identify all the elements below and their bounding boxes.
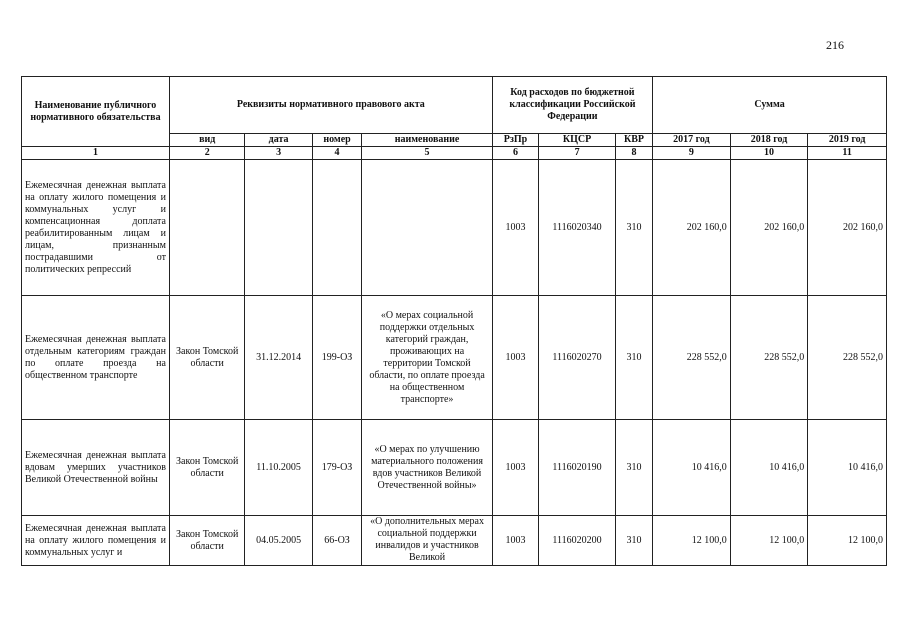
sum-2019: 10 416,0 [808,420,887,516]
column-number: 5 [362,147,492,160]
sum-2019: 12 100,0 [808,516,887,566]
subheader-kvr: КВР [615,134,652,147]
act-date: 04.05.2005 [245,516,312,566]
column-number: 10 [730,147,808,160]
header-act: Реквизиты нормативного правового акта [169,77,492,134]
obligation-name: Ежемесячная денежная выплата отдельным категориям граждан по оплате проезда на общественном транспорте [22,296,170,420]
sum-2019: 228 552,0 [808,296,887,420]
table-row [22,160,887,296]
column-number: 9 [653,147,731,160]
column-number: 6 [492,147,539,160]
column-number: 11 [808,147,887,160]
sum-2017: 12 100,0 [653,516,731,566]
kvr-code: 310 [615,160,652,296]
column-number: 7 [539,147,616,160]
act-type: Закон Томской области [169,516,245,566]
subheader-rzpr: РзПр [492,134,539,147]
sum-2017: 228 552,0 [653,296,731,420]
page-number: 216 [826,38,844,52]
subheader-2018: 2018 год [730,134,808,147]
table-row [22,420,887,516]
kcsr-code: 1116020340 [539,160,616,296]
table-row [22,296,887,420]
subheader-title: наименование [362,134,492,147]
act-date: 31.12.2014 [245,296,312,420]
act-date: 11.10.2005 [245,420,312,516]
obligation-name: Ежемесячная денежная выплата на оплату жилого помещения и коммунальных услуг и [22,516,170,566]
header-sum: Сумма [653,77,887,134]
sum-2018: 202 160,0 [730,160,808,296]
act-title: «О мерах по улучшению материального положения вдов участников Великой Отечественной войны» [362,420,492,516]
act-type: Закон Томской области [169,420,245,516]
column-number: 1 [22,147,170,160]
subheader-type: вид [169,134,245,147]
column-number: 8 [615,147,652,160]
act-number: 199-ОЗ [312,296,362,420]
rzpr-code: 1003 [492,420,539,516]
kcsr-code: 1116020200 [539,516,616,566]
obligation-name: Ежемесячная денежная выплата вдовам умерших участников Великой Отечественной войны [22,420,170,516]
table-row [22,516,887,566]
sum-2018: 10 416,0 [730,420,808,516]
column-number-row [22,147,887,160]
act-title [362,160,492,296]
rzpr-code: 1003 [492,160,539,296]
act-date [245,160,312,296]
rzpr-code: 1003 [492,296,539,420]
act-number: 66-ОЗ [312,516,362,566]
act-title: «О мерах социальной поддержки отдельных категорий граждан, проживающих на территории Томской области, по оплате проезда на общественном транспорте» [362,296,492,420]
column-number: 4 [312,147,362,160]
act-number [312,160,362,296]
sum-2018: 12 100,0 [730,516,808,566]
kcsr-code: 1116020270 [539,296,616,420]
sum-2017: 202 160,0 [653,160,731,296]
subheader-date: дата [245,134,312,147]
kcsr-code: 1116020190 [539,420,616,516]
kvr-code: 310 [615,296,652,420]
rzpr-code: 1003 [492,516,539,566]
act-type: Закон Томской области [169,296,245,420]
act-number: 179-ОЗ [312,420,362,516]
budget-table [21,76,887,566]
subheader-2019: 2019 год [808,134,887,147]
header-obligation: Наименование публичного нормативного обязательства [22,77,170,147]
column-number: 3 [245,147,312,160]
sum-2017: 10 416,0 [653,420,731,516]
column-number: 2 [169,147,245,160]
sum-2019: 202 160,0 [808,160,887,296]
act-title: «О дополнительных мерах социальной поддержки инвалидов и участников Великой [362,516,492,566]
obligation-name: Ежемесячная денежная выплата на оплату жилого помещения и коммунальных услуг и компенсационная доплата реабилитированным лицам и лицам, признанным пострадавшими от политических репрессий [22,160,170,296]
subheader-number: номер [312,134,362,147]
kvr-code: 310 [615,516,652,566]
subheader-kcsr: КЦСР [539,134,616,147]
act-type [169,160,245,296]
sum-2018: 228 552,0 [730,296,808,420]
subheader-2017: 2017 год [653,134,731,147]
kvr-code: 310 [615,420,652,516]
header-code: Код расходов по бюджетной классификации Российской Федерации [492,77,652,134]
